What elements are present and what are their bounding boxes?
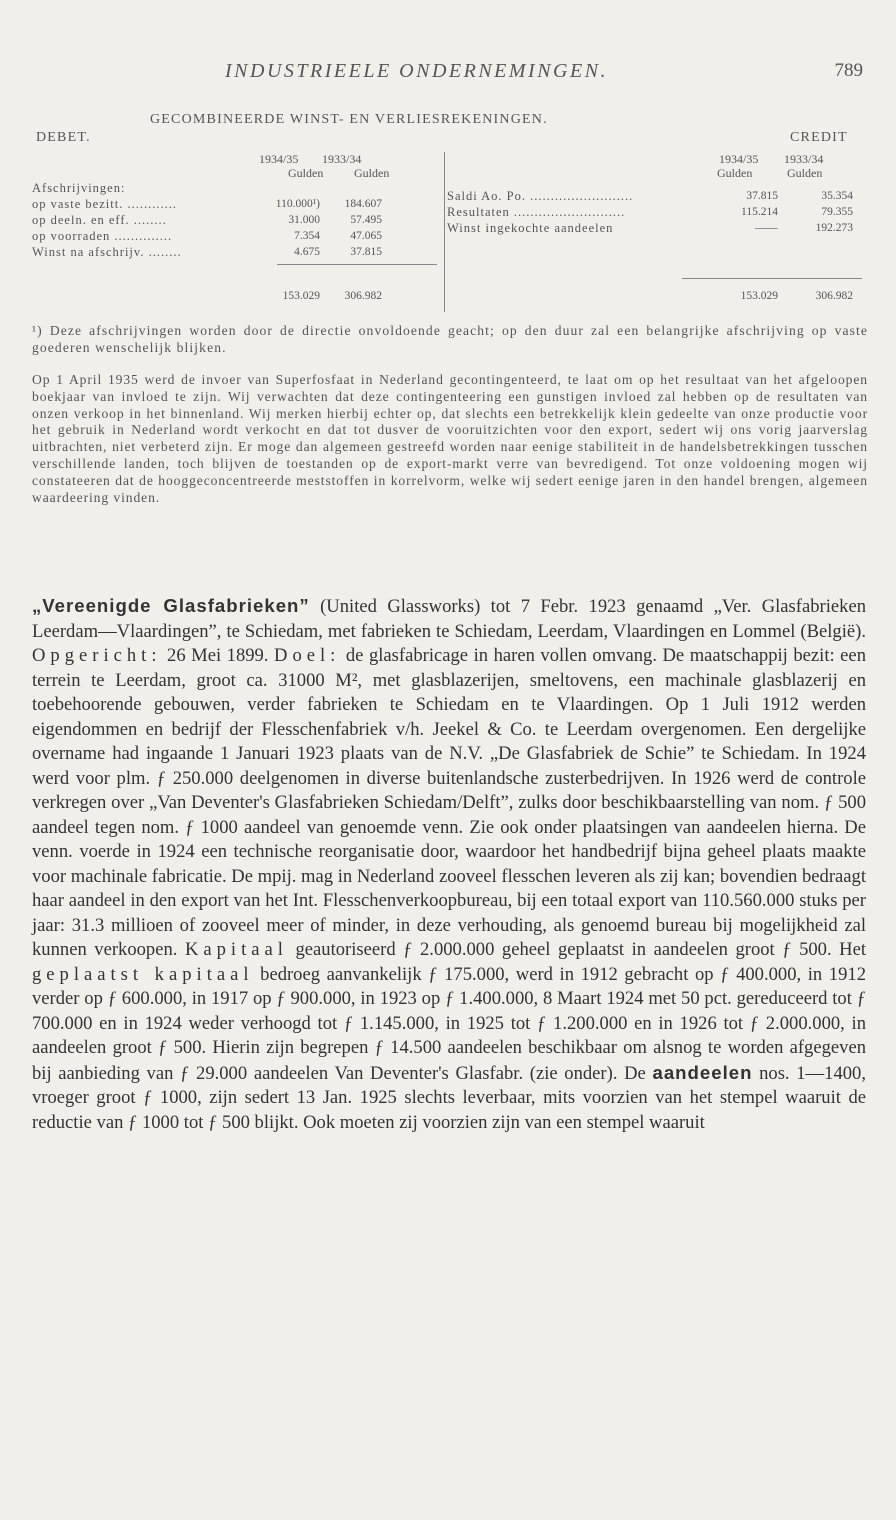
intro-text: (United Glassworks) tot 7 Febr. 1923 genaamd „Ver. Glasfabrieken Leerdam—Vlaardingen”, te Schiedam, met fabrieken te Schiedam, Leerdam, Vlaardingen en Lommel (België). bbox=[32, 596, 866, 642]
doel-label: Doel: bbox=[274, 645, 341, 666]
row-label: op vaste bezitt. ............ bbox=[32, 197, 177, 211]
column-divider bbox=[444, 152, 445, 312]
opgericht-label: Opgericht: bbox=[32, 645, 162, 666]
row-label: op voorraden .............. bbox=[32, 229, 173, 243]
total-1934: 153.029 bbox=[282, 290, 320, 302]
row-value-1933: 57.495 bbox=[350, 214, 382, 226]
row-label: Winst na afschrijv. ........ bbox=[32, 245, 182, 259]
row-value-1934: 4.675 bbox=[294, 246, 320, 258]
geplaatst-text: bedroeg aanvankelijk ƒ 175.000, werd in 1912 gebracht op ƒ 400.000, in 1912 verder op ƒ 600.000, in 1917 op ƒ 900.000, in 1923 op ƒ 1.400.000, 8 Maart 1924 met 50 pct. gereduceerd tot ƒ 700.000 en in 1924 weder verhoogd tot ƒ 1.145.000, in 1925 tot ƒ 1.200.000 en in 1926 tot ƒ 2.000.000, in aandeelen groot ƒ 500. Hierin zijn begrepen ƒ 14.500 aandeelen beschikbaar om alsnog te worden afgegeven bij aanbieding van ƒ 29.000 aandeelen Van Deventer's Glasfabr. (zie onder). De bbox=[32, 963, 866, 1084]
page-number: 789 bbox=[834, 60, 863, 81]
kapitaal-text: geautoriseerd ƒ 2.000.000 geheel geplaatst in aandeelen groot ƒ 500. Het bbox=[287, 939, 866, 960]
credit-year-2: 1933/34 bbox=[784, 152, 824, 166]
row-value-1933: 192.273 bbox=[815, 222, 853, 234]
company-name: „Vereenigde Glasfabrieken” bbox=[32, 595, 310, 616]
row-label: op deeln. en eff. ........ bbox=[32, 213, 167, 227]
row-value-1934: 37.815 bbox=[746, 190, 778, 202]
superfosfaat-paragraph: Op 1 April 1935 werd de invoer van Superfosfaat in Nederland gecontingenteerd, te laat om op het resultaat van het afgeloopen boekjaar van invloed te zijn. Wij verwachten dat deze contingenteering een gunstigen invloed zal hebben op de resultaten van onzen verkoop in het binnenland. Wij merken hierbij echter op, dat slechts een betrekkelijk klein gedeelte van onze productie voor het gebruik in Nederland wordt verkocht en dat tot dusver de vooruitzichten voor den export, sedert wij ons vorig jaarverslag uitbrachten, niet verbeterd zijn. Er moge dan algemeen gestreefd worden naar eenige stabiliteit in de handelsbetrekkingen tusschen verschillende landen, toch blijven de toestanden op de export-markt verre van bevredigend. Tot onze voldoening mogen wij constateeren dat de hooggeconcentreerde meststoffen in korrelvorm, welke wij sedert eenige jaren in den handel brengen, algemeen waardeering vinden. bbox=[32, 372, 868, 505]
total-1933: 306.982 bbox=[815, 290, 853, 302]
total-1934: 153.029 bbox=[740, 290, 778, 302]
company-entry bbox=[32, 594, 866, 1135]
page-header bbox=[0, 60, 896, 90]
aandeelen-text: nos. 1—1400, vroeger groot ƒ 1000, zijn sedert 13 Jan. 1925 slechts leverbaar, mits voorzien van het stempel waaruit de reductie van ƒ 1000 tot ƒ 500 blijkt. Ook moeten zij voorzien zijn van een stempel waaruit bbox=[32, 1062, 866, 1133]
kapitaal-label: Kapitaal bbox=[184, 939, 288, 960]
account-title: GECOMBINEERDE WINST- EN VERLIESREKENINGEN. bbox=[150, 112, 548, 127]
row-label: Winst ingekochte aandeelen bbox=[447, 221, 614, 235]
row-value-1933: 37.815 bbox=[350, 246, 382, 258]
row-value-1933: 35.354 bbox=[821, 190, 853, 202]
row-label: Afschrijvingen: bbox=[32, 181, 126, 195]
credit-label: CREDIT bbox=[790, 130, 848, 145]
debet-label: DEBET. bbox=[36, 130, 91, 145]
row-value-1934: —— bbox=[755, 222, 778, 234]
total-rule bbox=[682, 278, 862, 279]
geplaatst-label: geplaatst kapitaal bbox=[32, 963, 254, 985]
opgericht-text: 26 Mei 1899. bbox=[161, 645, 275, 666]
row-value-1933: 79.355 bbox=[821, 206, 853, 218]
total-rule bbox=[277, 264, 437, 265]
profit-loss-account bbox=[0, 112, 896, 317]
running-title: INDUSTRIEELE ONDERNEMINGEN. bbox=[225, 60, 609, 82]
debet-unit-2: Gulden bbox=[354, 166, 390, 180]
row-value-1934: 110.000¹) bbox=[275, 198, 320, 210]
total-1933: 306.982 bbox=[344, 290, 382, 302]
row-value-1934: 115.214 bbox=[741, 206, 778, 218]
credit-year-1: 1934/35 bbox=[719, 152, 759, 166]
doel-text: de glasfabricage in haren vollen omvang. De maatschappij bezit: een terrein te Leerdam, groot ca. 31000 M², met glasblazerijen, smeltovens, een machinale glasblazerij en toebehoorende gebouwen, verder fabrieken te Schiedam en te Vlaardingen. Op 1 Juli 1912 werden eigendommen en bedrijf der Flesschenfabriek v/h. Jeekel & Co. te Leerdam overgenomen. Een dergelijke overname had ingaande 1 Januari 1923 plaats van de N.V. „De Glasfabriek de Schie” te Schiedam. In 1924 werd voor plm. ƒ 250.000 deelgenomen in diverse buitenlandsche zusterbedrijven. In 1926 werd de controle verkregen over „Van Deventer's Glasfabrieken Schiedam/Delft”, zulks door beschikbaarstelling van nom. ƒ 500 aandeel tegen nom. ƒ 1000 aandeel van genoemde venn. Zie ook onder plaatsingen van aandeelen hierna. De venn. voerde in 1924 een technische reorganisatie door, waardoor het handbedrijf bijna geheel plaats maakte voor machinale fabricatie. De mpij. mag in Nederland zooveel flesschen leveren als zij kan; bovendien bedraagt haar aandeel in den export van het Int. Flesschenverkoopbureau, bij een totaal export van 110.560.000 stuks per jaar: 31.3 millioen of zooveel meer of minder, in deze verhouding, als genoemd bureau bij mogelijkheid zal kunnen verkoopen. bbox=[32, 645, 866, 960]
footnote: ¹) Deze afschrijvingen worden door de directie onvoldoende geacht; op den duur zal een belangrijke afschrijving op vaste goederen wenschelijk blijken. bbox=[32, 323, 868, 355]
credit-unit-1: Gulden bbox=[717, 166, 753, 180]
row-label: Resultaten ........................... bbox=[447, 205, 626, 219]
row-value-1933: 47.065 bbox=[350, 230, 382, 242]
aandeelen-label: aandeelen bbox=[652, 1061, 753, 1083]
debet-year-1: 1934/35 bbox=[259, 152, 299, 166]
row-value-1934: 7.354 bbox=[294, 230, 320, 242]
debet-year-2: 1933/34 bbox=[322, 152, 362, 166]
credit-unit-2: Gulden bbox=[787, 166, 823, 180]
row-value-1934: 31.000 bbox=[288, 214, 320, 226]
row-label: Saldi Ao. Po. ......................... bbox=[447, 189, 634, 203]
debet-unit-1: Gulden bbox=[288, 166, 324, 180]
row-value-1933: 184.607 bbox=[344, 198, 382, 210]
